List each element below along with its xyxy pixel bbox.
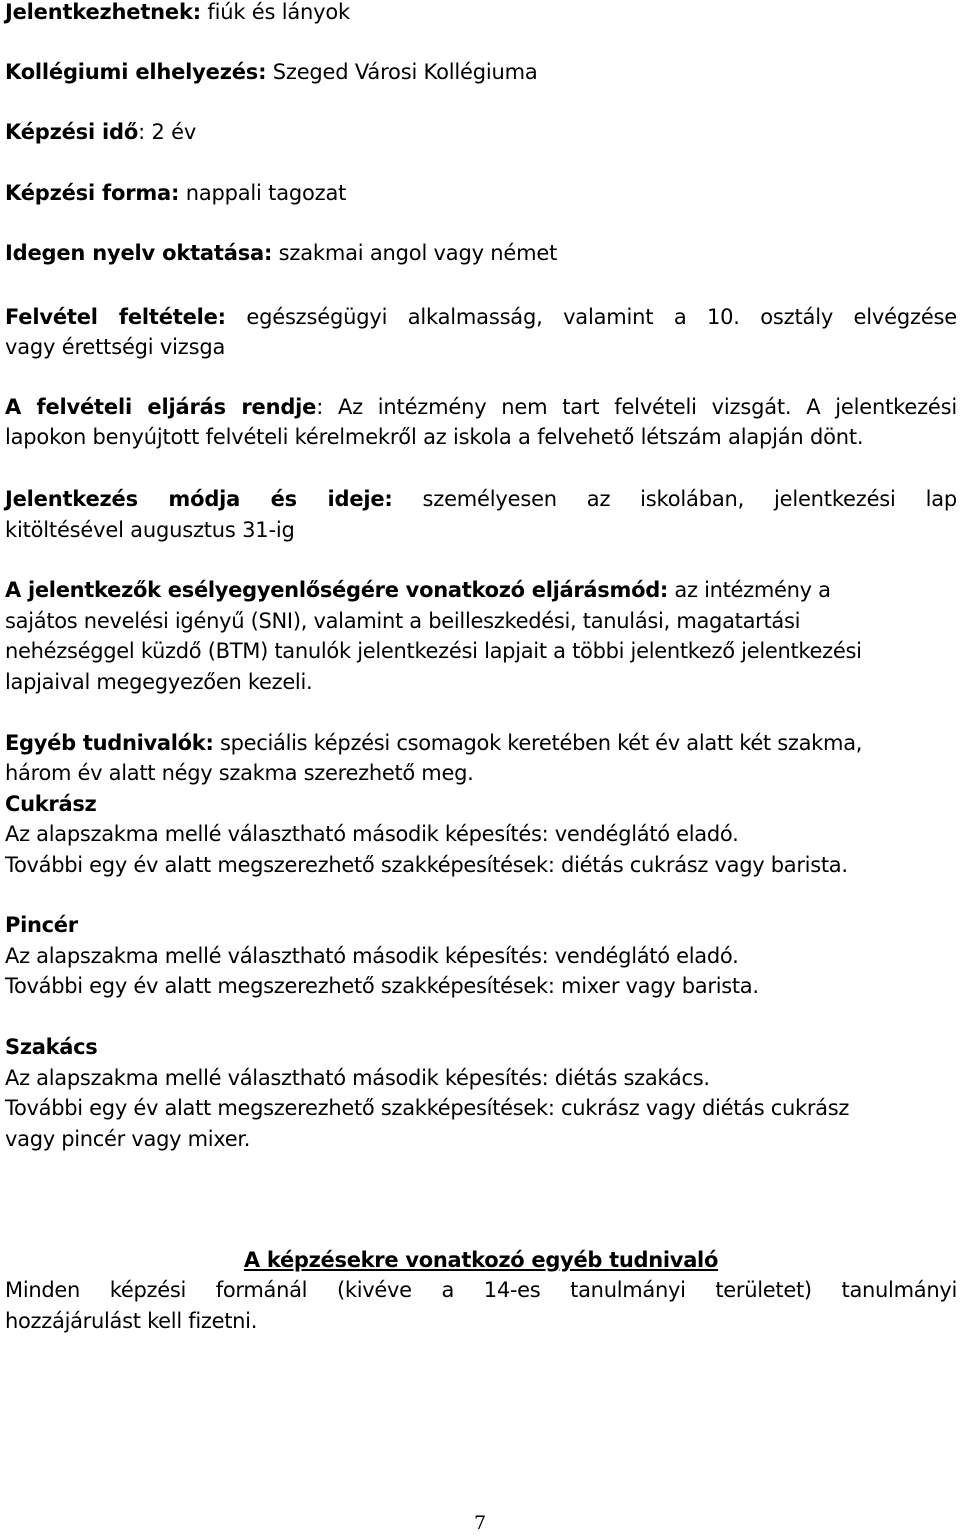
szakma-line: További egy év alatt megszerezhető szakképesítések: cukrász vagy diétás cukrász [5, 1096, 850, 1120]
eselyegyenloseg-line-2: sajátos nevelési igényű (SNI), valamint a beilleszkedési, tanulási, magatartási [5, 609, 801, 633]
szakma-line: Az alapszakma mellé választható második képesítés: vendéglátó eladó. [5, 944, 739, 968]
felvetel-line-1: Felvétel feltétele: egészségügyi alkalmasság, valamint a 10. osztály elvégzése [5, 305, 957, 329]
eljaras-line-1: A felvételi eljárás rendje: Az intézmény nem tart felvételi vizsgát. A jelentkezési [5, 395, 957, 419]
szakma-line: További egy év alatt megszerezhető szakképesítések: mixer vagy barista. [5, 974, 759, 998]
felvetel-line-2: vagy érettségi vizsga [5, 335, 226, 359]
egyeb-line-2: három év alatt négy szakma szerezhető meg. [5, 761, 474, 785]
jelentkezes-line-2: kitöltésével augusztus 31-ig [5, 518, 295, 542]
page-number: 7 [473, 1512, 487, 1534]
eselyegyenloseg-line-4: lapjaival megegyezően kezeli. [5, 670, 313, 694]
szakma-title-pincer: Pincér [5, 913, 78, 937]
szakma-line: Az alapszakma mellé választható második képesítés: diétás szakács. [5, 1066, 710, 1090]
szakma-line: További egy év alatt megszerezhető szakképesítések: diétás cukrász vagy barista. [5, 853, 848, 877]
kepzes-info-title: A képzésekre vonatkozó egyéb tudnivaló [243, 1248, 719, 1272]
jelentkezes-line-1: Jelentkezés módja és ideje: személyesen az iskolában, jelentkezési lap [5, 487, 957, 511]
field-kepzesi-forma: Képzési forma: nappali tagozat [5, 181, 347, 205]
eselyegyenloseg-line-1: A jelentkezők esélyegyenlőségére vonatkozó eljárásmód: az intézmény a [5, 578, 831, 602]
szakma-line: vagy pincér vagy mixer. [5, 1127, 251, 1151]
szakma-title-szakacs: Szakács [5, 1035, 98, 1059]
kepzes-info-line-2: hozzájárulást kell fizetni. [5, 1309, 258, 1333]
szakma-title-cukrasz: Cukrász [5, 792, 97, 816]
eljaras-line-2: lapokon benyújtott felvételi kérelmekről az iskola a felvehető létszám alapján dönt. [5, 425, 864, 449]
szakma-line: Az alapszakma mellé választható második képesítés: vendéglátó eladó. [5, 822, 739, 846]
eselyegyenloseg-line-3: nehézséggel küzdő (BTM) tanulók jelentkezési lapjait a többi jelentkező jelentkezési [5, 639, 862, 663]
egyeb-line-1: Egyéb tudnivalók: speciális képzési csomagok keretében két év alatt két szakma, [5, 731, 863, 755]
field-idegen-nyelv: Idegen nyelv oktatása: szakmai angol vagy német [5, 241, 558, 265]
field-jelentkezhetnek: Jelentkezhetnek: fiúk és lányok [5, 0, 350, 24]
field-kepzesi-ido: Képzési idő: 2 év [5, 120, 197, 144]
field-kollegium: Kollégiumi elhelyezés: Szeged Városi Kollégiuma [5, 60, 538, 84]
kepzes-info-line-1: Minden képzési formánál (kivéve a 14-es tanulmányi területet) tanulmányi [5, 1278, 957, 1302]
